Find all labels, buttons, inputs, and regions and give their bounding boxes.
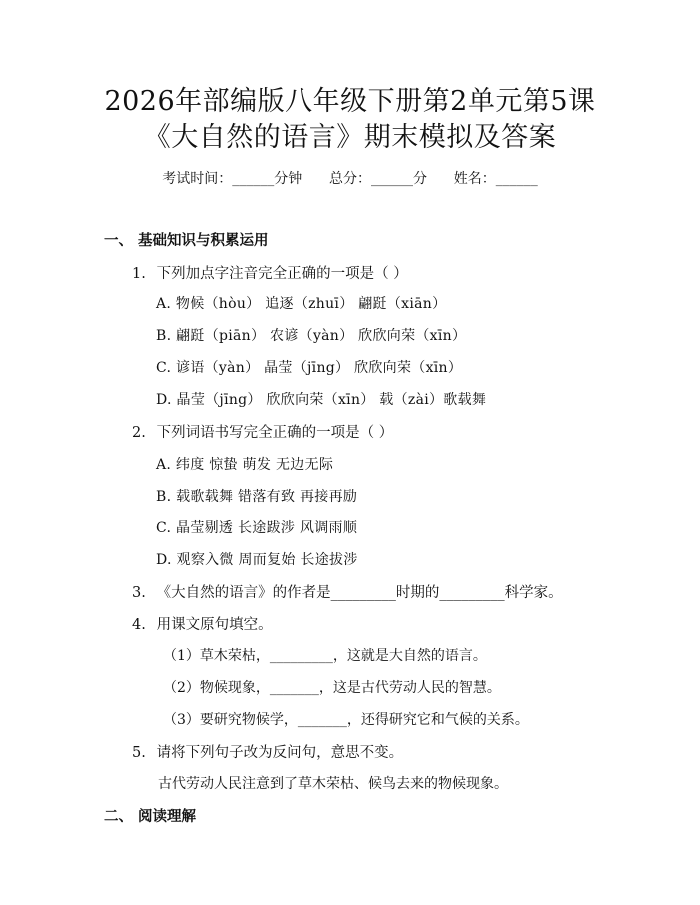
question-number: 2. bbox=[132, 425, 146, 441]
q2-option-b: B. 载歌载舞 错落有致 再接再励 bbox=[156, 489, 358, 505]
q1-option-d: D. 晶莹（jīng） 欣欣向荣（xīn） 载（zài）歌载舞 bbox=[156, 392, 487, 408]
question-number: 3. bbox=[132, 585, 146, 601]
question-text: 下列词语书写完全正确的一项是（ ） bbox=[156, 425, 394, 441]
question-text: 请将下列句子改为反问句，意思不变。 bbox=[156, 745, 404, 761]
question-number: 4. bbox=[132, 617, 146, 633]
section-heading-reading: 二、 阅读理解 bbox=[104, 808, 197, 825]
question-text: 下列加点字注音完全正确的一项是（ ） bbox=[156, 266, 408, 282]
document-title-line-2: 《大自然的语言》期末模拟及答案 bbox=[143, 122, 557, 153]
section-heading-basics: 一、 基础知识与积累运用 bbox=[104, 232, 269, 249]
q4-blank-2: （2）物候现象，_______，这是古代劳动人民的智慧。 bbox=[163, 680, 501, 696]
question-number: 5. bbox=[132, 745, 146, 761]
question-text: 用课文原句填空。 bbox=[156, 617, 273, 633]
q1-option-c: C. 谚语（yàn） 晶莹（jīng） 欣欣向荣（xīn） bbox=[156, 360, 463, 376]
q1-option-b: B. 翩跹（piān） 农谚（yàn） 欣欣向荣（xīn） bbox=[156, 328, 467, 344]
exam-info-line: 考试时间：______分钟 总分：______分 姓名：______ bbox=[162, 171, 538, 187]
question-4 bbox=[132, 613, 273, 634]
q5-sentence: 古代劳动人民注意到了草木荣枯、候鸟去来的物候现象。 bbox=[158, 776, 508, 792]
question-5 bbox=[132, 741, 403, 762]
q4-blank-1: （1）草木荣枯，_________，这就是大自然的语言。 bbox=[163, 648, 487, 664]
q2-option-a: A. 纬度 惊蛰 萌发 无边无际 bbox=[156, 457, 334, 473]
q2-option-d: D. 观察入微 周而复始 长途拔涉 bbox=[156, 552, 358, 568]
question-3 bbox=[132, 581, 563, 602]
question-text: 《大自然的语言》的作者是_________时期的_________科学家。 bbox=[156, 585, 563, 601]
question-number: 1. bbox=[132, 266, 146, 282]
document-title-line-1: 2026年部编版八年级下册第2单元第5课 bbox=[104, 86, 596, 117]
question-1 bbox=[132, 262, 408, 283]
q4-blank-3: （3）要研究物候学，_______，还得研究它和气候的关系。 bbox=[163, 712, 529, 728]
q2-option-c: C. 晶莹剔透 长途跋涉 风调雨顺 bbox=[156, 520, 358, 536]
question-2 bbox=[132, 421, 393, 442]
q1-option-a: A. 物候（hòu） 追逐（zhuī） 翩跹（xiān） bbox=[156, 296, 447, 312]
